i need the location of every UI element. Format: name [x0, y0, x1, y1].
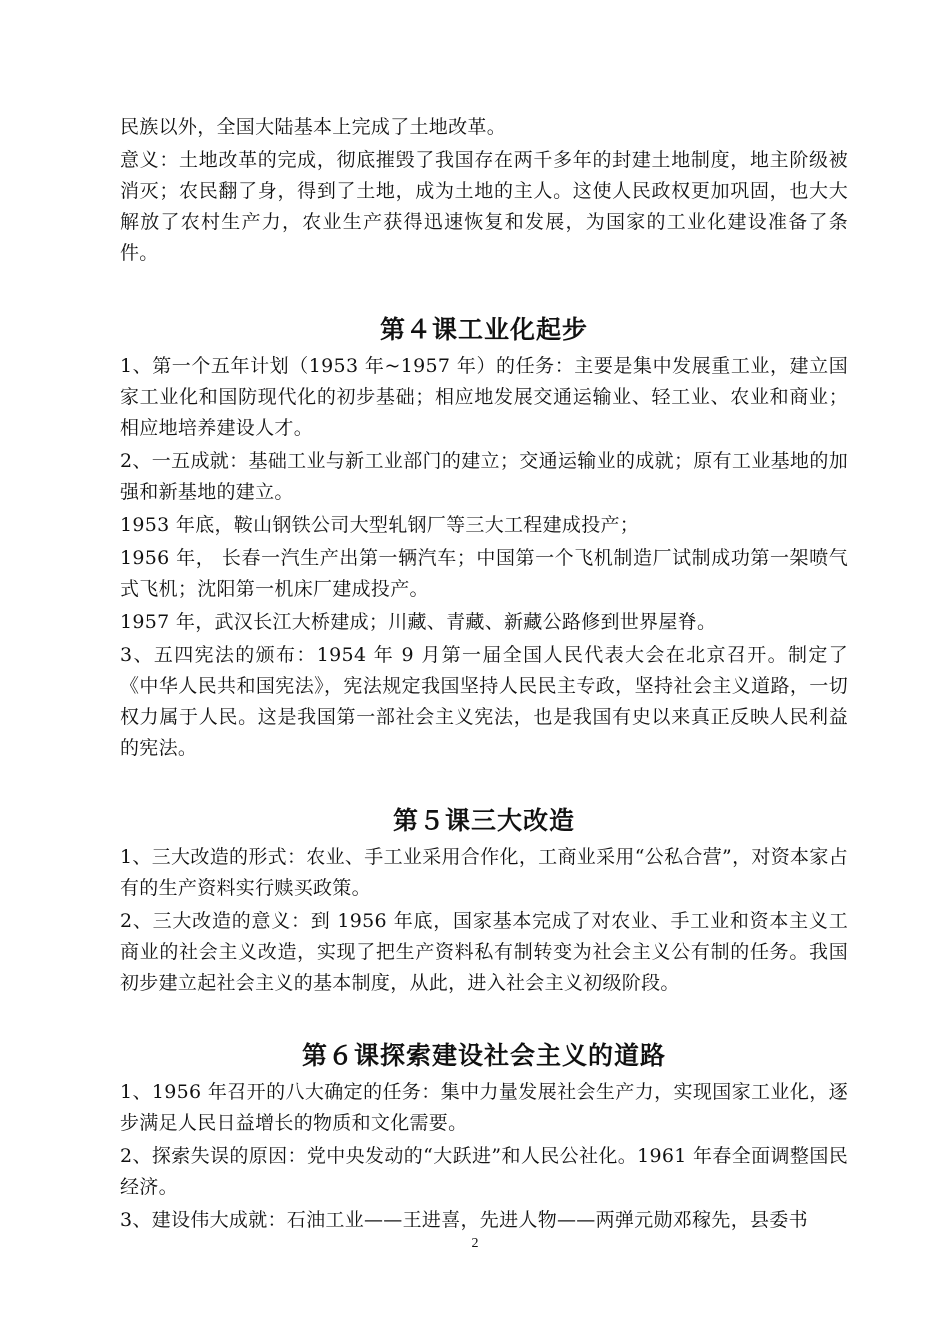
lesson-4-paragraph: 1957 年，武汉长江大桥建成；川藏、青藏、新藏公路修到世界屋脊。 — [120, 611, 717, 633]
lesson-4-paragraph: 1956 年， 长春一汽生产出第一辆汽车；中国第一个飞机制造厂试制成功第一架喷气式飞机；沈阳第一机床厂建成投产。 — [120, 547, 848, 600]
intro-line: 民族以外，全国大陆基本上完成了土地改革。 — [120, 116, 507, 138]
lesson-4-paragraph: 1、第一个五年计划（1953 年~1957 年）的任务：主要是集中发展重工业，建立国家工业化和国防现代化的初步基础；相应地发展交通运输业、轻工业、农业和商业；相应地培养建设人才。 — [120, 355, 848, 439]
lesson-4-paragraph: 1953 年底，鞍山钢铁公司大型轧钢厂等三大工程建成投产； — [120, 514, 640, 536]
lesson-4-paragraph: 3、五四宪法的颁布：1954 年 9 月第一届全国人民代表大会在北京召开。制定了《中华人民共和国宪法》，宪法规定我国坚持人民民主专政，坚持社会主义道路，一切权力属于人民。这是我国第一部社会主义宪法，也是我国有史以来真正反映人民利益的宪法。 — [120, 644, 848, 759]
document-page — [120, 112, 848, 1236]
lesson-5-title: 第５课三大改造 — [392, 806, 575, 835]
lesson-5-paragraph: 2、三大改造的意义：到 1956 年底，国家基本完成了对农业、手工业和资本主义工商业的社会主义改造，实现了把生产资料私有制转变为社会主义公有制的任务。我国初步建立起社会主义的基本制度，从此，进入社会主义初级阶段。 — [120, 910, 848, 994]
lesson-4-paragraph: 2、一五成就：基础工业与新工业部门的建立；交通运输业的成就；原有工业基地的加强和新基地的建立。 — [120, 450, 848, 503]
lesson-6-paragraph: 2、探索失误的原因：党中央发动的“大跃进”和人民公社化。1961 年春全面调整国民经济。 — [120, 1145, 848, 1198]
lesson-6-title: 第６课探索建设社会主义的道路 — [301, 1041, 666, 1070]
page-number: 2 — [471, 1236, 479, 1251]
lesson-5-paragraph: 1、三大改造的形式：农业、手工业采用合作化，工商业采用“公私合营”，对资本家占有的生产资料实行赎买政策。 — [120, 846, 848, 899]
lesson-6-paragraph: 3、建设伟大成就：石油工业——王进喜，先进人物——两弹元勋邓稼先，县委书 — [120, 1209, 808, 1231]
lesson-6-paragraph: 1、1956 年召开的八大确定的任务：集中力量发展社会生产力，实现国家工业化，逐步满足人民日益增长的物质和文化需要。 — [120, 1081, 848, 1134]
land-reform-significance: 意义：土地改革的完成，彻底摧毁了我国存在两千多年的封建土地制度，地主阶级被消灭；农民翻了身，得到了土地，成为土地的主人。这使人民政权更加巩固，也大大解放了农村生产力，农业生产获得迅速恢复和发展，为国家的工业化建设准备了条件。 — [120, 149, 848, 264]
lesson-4-title: 第４课工业化起步 — [379, 315, 588, 344]
